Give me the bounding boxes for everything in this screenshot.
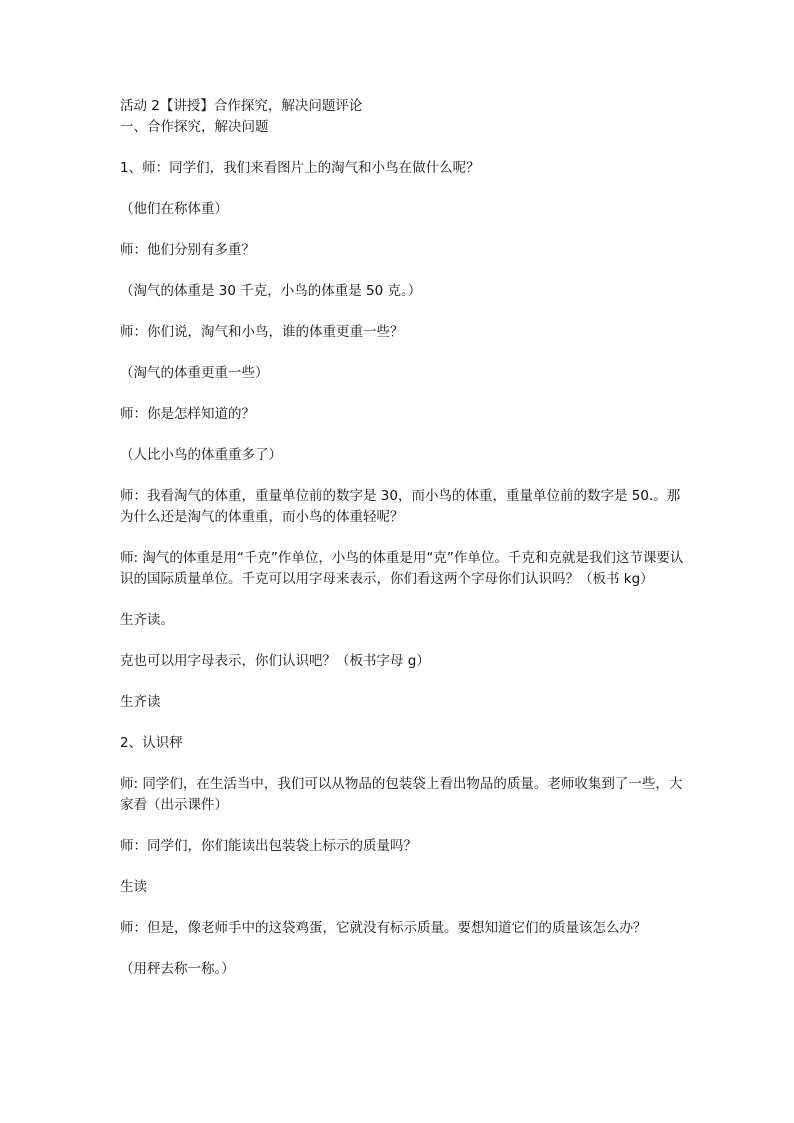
paragraph: （他们在称体重） [120, 201, 228, 217]
paragraph: 1、师：同学们，我们来看图片上的淘气和小鸟在做什么呢？ [120, 160, 480, 176]
paragraph: 师：你是怎样知道的？ [120, 406, 255, 422]
paragraph: （淘气的体重是 30 千克，小鸟的体重是 50 克。） [120, 283, 422, 299]
activity-heading: 活动 2【讲授】合作探究，解决问题评论 [120, 98, 363, 114]
paragraph: 克也可以用字母表示，你们认识吧？（板书字母 g） [120, 653, 430, 669]
subsection-heading: 2、认识秤 [120, 735, 183, 751]
paragraph: （用秤去称一称。） [120, 961, 235, 977]
paragraph: 师：你们说，淘气和小鸟，谁的体重更重一些？ [120, 324, 404, 340]
paragraph: 师：我看淘气的体重，重量单位前的数字是 30，而小鸟的体重，重量单位前的数字是 50.。那为什么还是淘气的体重重，而小鸟的体重轻呢？ [120, 488, 681, 525]
paragraph: （淘气的体重更重一些） [120, 365, 269, 381]
paragraph: 师：他们分别有多重？ [120, 242, 255, 258]
paragraph: 师：同学们，你们能读出包装袋上标示的质量吗？ [120, 838, 417, 854]
heading-block [120, 96, 684, 138]
paragraph: 生齐读 [120, 694, 161, 710]
paragraph: 师：但是，像老师手中的这袋鸡蛋，它就没有标示质量。要想知道它们的质量该怎么办？ [120, 920, 647, 936]
paragraph: 生读 [120, 879, 147, 895]
paragraph-list [120, 158, 684, 980]
section-heading: 一、合作探究，解决问题 [120, 119, 269, 135]
paragraph: 师: 同学们，在生活当中，我们可以从物品的包装袋上看出物品的质量。老师收集到了一些，大家看（出示课件） [120, 776, 683, 813]
paragraph: （人比小鸟的体重重多了） [120, 447, 282, 463]
paragraph: 生齐读。 [120, 612, 174, 628]
paragraph: 师: 淘气的体重是用“千克”作单位，小鸟的体重是用“克”作单位。千克和克就是我们这节课要认识的国际质量单位。千克可以用字母来表示，你们看这两个字母你们认识吗？（板书 kg） [120, 550, 684, 587]
